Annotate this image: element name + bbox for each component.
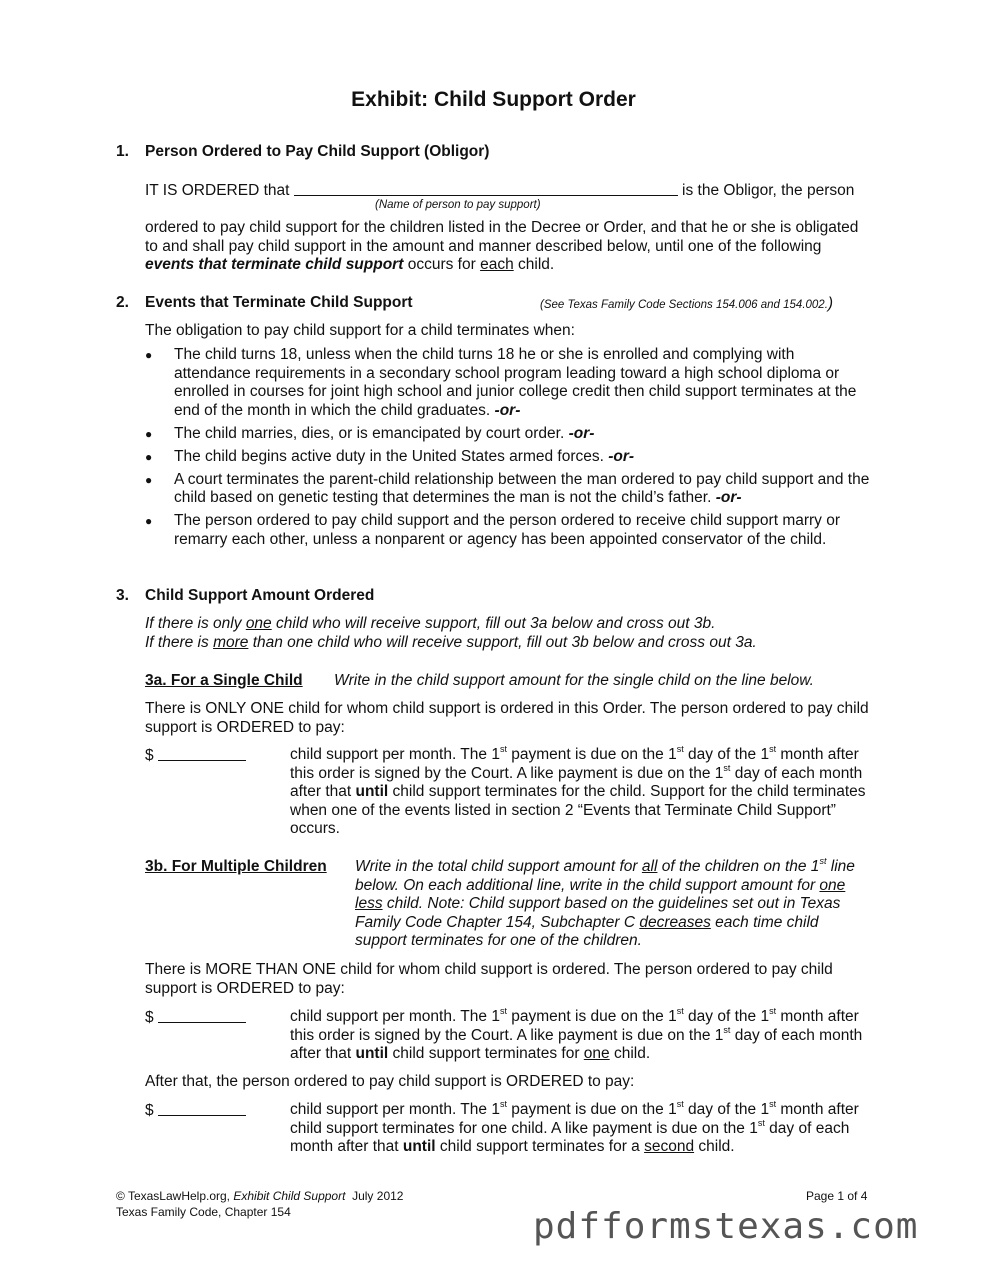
s1-text-a: ordered to pay child support for the children listed in the Decree or Order, and that he or she is obligated to and shall pay child support in the amount and manner described below, until one of the following (145, 219, 859, 255)
sup: st (757, 1117, 765, 1128)
bullet-icon: ● (145, 449, 153, 464)
page-title: Exhibit: Child Support Order (351, 88, 636, 111)
footer-date: July 2012 (352, 1189, 404, 1203)
t: day of the 1 (683, 1101, 770, 1118)
u: decreases (639, 913, 711, 931)
list-item-text: A court terminates the parent-child relationship between the man ordered to pay child support and the child based on genetic testing that determines the man is not the child’s father. (174, 470, 870, 507)
page-number: Page 1 of 4 (806, 1189, 868, 1203)
list-item-text: The child begins active duty in the United States armed forces. (174, 447, 604, 465)
until: until (355, 783, 389, 801)
inst2-b: than one child who will receive support, fill out 3b below and cross out 3a. (252, 633, 757, 651)
section-1-number: 1. (116, 143, 129, 160)
t: child. (698, 1138, 735, 1156)
bullet-icon: ● (145, 426, 153, 441)
amount-3a-field[interactable] (158, 746, 246, 761)
inst2-u: more (213, 633, 249, 651)
sup: st (499, 1006, 507, 1016)
u: one (583, 1045, 610, 1063)
t: child. Note: Child support based on the guidelines set out in Texas Family Code Chapter 154, Subchapter C (355, 895, 841, 931)
sup: st (676, 1099, 684, 1109)
dollar-sign: $ (145, 747, 154, 764)
section-1-heading: Person Ordered to Pay Child Support (Obligor) (145, 143, 490, 160)
dollar-sign: $ (145, 1102, 154, 1119)
u: second (644, 1138, 695, 1156)
t: day of each month after that (290, 764, 863, 801)
sup: st (499, 744, 507, 754)
u: one less (355, 876, 846, 913)
subsection-3b-intro-text: There is MORE THAN ONE child for whom child support is ordered. The person ordered to pay child support is ORDERED to pay: (145, 961, 833, 997)
after-that-line: After that, the person ordered to pay child support is ORDERED to pay: (145, 1073, 635, 1090)
or-marker: -or- (608, 447, 635, 465)
t: day of the 1 (683, 746, 770, 763)
until: until (402, 1138, 436, 1156)
amount-3b-second (145, 1101, 246, 1120)
section-3-number: 3. (116, 587, 129, 604)
subsection-3b-label: 3b. For Multiple Children (145, 858, 327, 875)
t: child support terminates for the child. Support for the child terminates when one of the events listed in section 2 “Events that Terminate Child Support” occurs. (290, 783, 866, 838)
t: payment is due on the 1 (506, 746, 677, 763)
sup: st (676, 744, 684, 754)
section-2-number: 2. (116, 294, 129, 311)
bullet-icon: ● (145, 514, 153, 529)
amount-3b-first-terms (290, 1008, 874, 1064)
t: of the children on the 1 (661, 858, 820, 875)
list-item-text: The child marries, dies, or is emancipated by court order. (174, 424, 565, 442)
list-item (145, 512, 875, 549)
amount-3a-terms (290, 746, 874, 839)
t: month after child support terminates for one child. A like payment is due on the 1 (290, 1101, 859, 1137)
t: Write in the total child support amount for (355, 858, 638, 875)
subsection-3a-note: Write in the child support amount for the single child on the line below. (334, 672, 814, 689)
amount-3b-second-terms (290, 1101, 874, 1157)
sup: st (676, 1006, 684, 1016)
s1-text-each: each (480, 256, 514, 274)
obligor-line (145, 181, 875, 200)
footer-doc: Exhibit Child Support (233, 1189, 346, 1203)
subsection-3a-intro-text: There is ONLY ONE child for whom child support is ordered in this Order. The person ordered to pay child support is ORDERED to pay: (145, 700, 869, 736)
statute-reference-text: (See Texas Family Code Sections 154.006 and 154.002. (540, 299, 828, 311)
s1-text-e: child. (518, 256, 555, 274)
t: month after this order is signed by the Court. A like payment is due on the 1 (290, 746, 859, 782)
sup: st (723, 762, 731, 773)
section-2-intro: The obligation to pay child support for a child terminates when: (145, 322, 575, 339)
sup: st (499, 1099, 507, 1109)
or-marker: -or- (494, 401, 521, 419)
t: child. (613, 1045, 651, 1063)
t: line below. On each additional line, write in the child support amount for (355, 858, 855, 894)
t: month after this order is signed by the Court. A like payment is due on the 1 (290, 1008, 859, 1044)
amount-3a (145, 746, 246, 765)
amount-3b-first (145, 1008, 246, 1027)
amount-3b-first-field[interactable] (158, 1008, 246, 1023)
or-marker: -or- (568, 424, 595, 442)
t: day of each month after that (290, 1026, 863, 1063)
inst1-a: If there is only (145, 615, 242, 632)
list-item (145, 346, 875, 420)
inst1-u: one (245, 615, 272, 632)
s1-text-c: occurs for (407, 256, 476, 274)
obligor-lead: IT IS ORDERED that (145, 182, 290, 199)
t: child support per month. The 1 (290, 746, 500, 763)
t: child support per month. The 1 (290, 1008, 500, 1025)
footer-code: Texas Family Code, Chapter 154 (116, 1204, 291, 1219)
subsection-3a-intro (145, 700, 873, 737)
or-marker: -or- (715, 489, 742, 507)
footer-site: © TexasLawHelp.org, (116, 1189, 231, 1203)
t: payment is due on the 1 (506, 1008, 677, 1025)
t: payment is due on the 1 (506, 1101, 677, 1118)
sup: st (769, 1006, 777, 1016)
section-3-instructions (145, 615, 875, 652)
t: day of each month after that (290, 1119, 850, 1156)
s1-text-emphasis: events that terminate child support (145, 256, 404, 274)
list-item (145, 425, 875, 444)
list-item (145, 448, 875, 467)
obligor-field-caption: (Name of person to pay support) (375, 199, 541, 211)
sup: st (769, 744, 777, 754)
footer-left (116, 1189, 403, 1220)
subsection-3b-intro (145, 961, 873, 998)
t: child support terminates for (392, 1045, 580, 1063)
inst2-a: If there is (145, 633, 209, 651)
t: each time child support terminates for one of the children. (355, 913, 819, 950)
list-item (145, 471, 875, 508)
section-3-heading: Child Support Amount Ordered (145, 587, 375, 604)
statute-reference (540, 295, 833, 313)
dollar-sign: $ (145, 1009, 154, 1026)
subsection-3a-label: 3a. For a Single Child (145, 672, 303, 689)
sup: st (723, 1024, 731, 1035)
bullet-icon: ● (145, 348, 153, 362)
obligor-name-field[interactable] (294, 181, 678, 196)
t: day of the 1 (683, 1008, 770, 1025)
amount-3b-second-field[interactable] (158, 1101, 246, 1116)
subsection-3b-note (355, 858, 870, 951)
inst1-b: child who will receive support, fill out 3a below and cross out 3b. (276, 615, 716, 632)
termination-list (145, 346, 875, 554)
list-item-text: The person ordered to pay child support and the person ordered to receive child support marry or remarry each other, unless a nonparent or agency has been appointed conservator of the child. (174, 512, 841, 548)
u: all (641, 858, 658, 875)
until: until (355, 1045, 389, 1063)
bullet-icon: ● (145, 472, 153, 487)
section-2-heading: Events that Terminate Child Support (145, 294, 413, 311)
statute-reference-close: ) (827, 295, 834, 312)
section-1-paragraph (145, 219, 873, 275)
watermark: pdfformstexas.com (533, 1206, 919, 1247)
list-item-text: The child turns 18, unless when the child turns 18 he or she is enrolled and complying with attendance requirements in a secondary school program leading toward a high school diploma or enrolled in courses for joint high school and junior college credit then child support terminates at the end of the month in which the child graduates. (174, 346, 857, 419)
t: child support terminates for a (439, 1138, 640, 1156)
t: child support per month. The 1 (290, 1101, 500, 1118)
sup: st (769, 1099, 777, 1109)
sup: st (819, 856, 827, 866)
obligor-tail: is the Obligor, the person (682, 182, 855, 199)
